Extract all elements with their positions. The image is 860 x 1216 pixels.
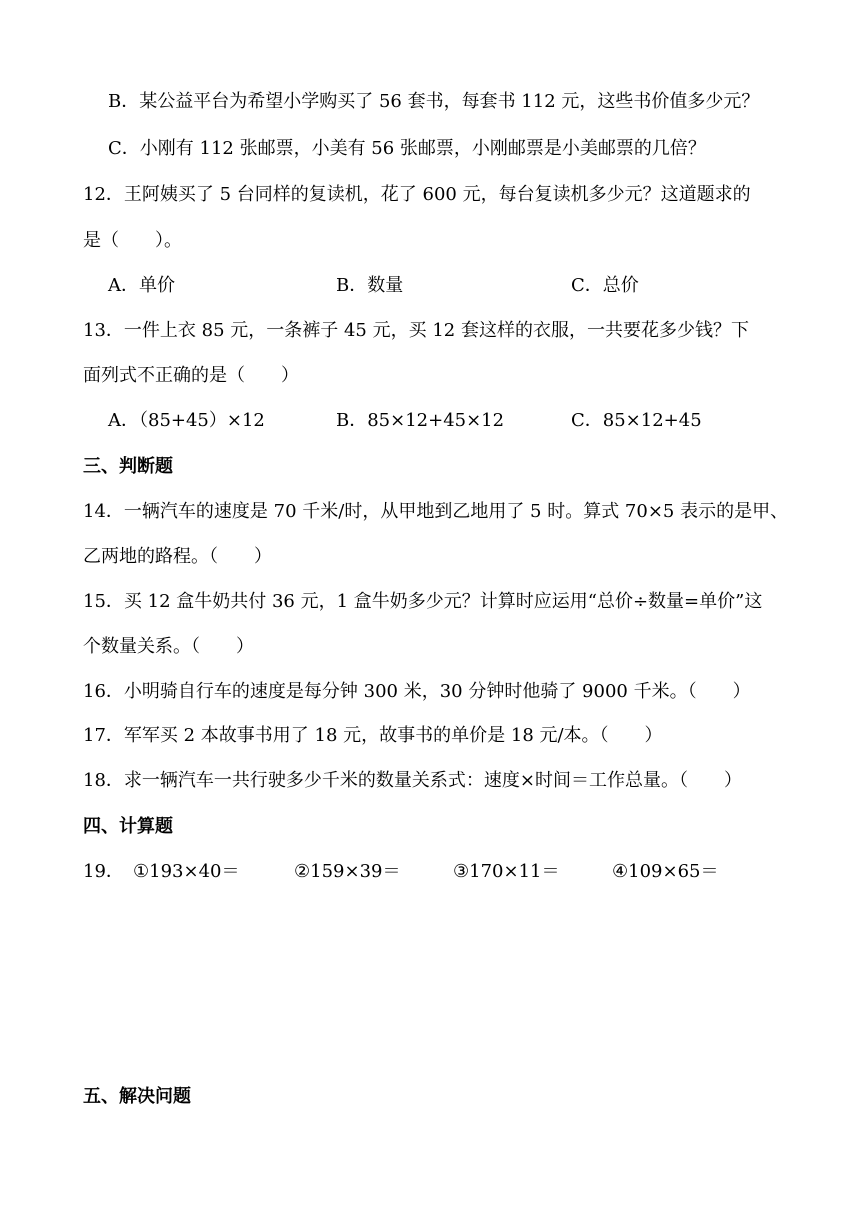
question-12-option-c: C．总价 <box>571 275 639 296</box>
section-heading-problem-solving: 五、解决问题 <box>83 1086 191 1107</box>
question-12-option-b: B．数量 <box>336 275 404 296</box>
section-heading-calculation: 四、计算题 <box>83 816 173 837</box>
question-15-text-line2: 个数量关系。（ ） <box>83 636 254 657</box>
question-13-text-line2: 面列式不正确的是（ ） <box>83 365 299 386</box>
question-19-item-3: ③170×11＝ <box>453 861 560 882</box>
question-16-text: 16．小明骑自行车的速度是每分钟 300 米，30 分钟时他骑了 9000 千米。（ ） <box>83 681 751 702</box>
question-13-text-line1: 13．一件上衣 85 元，一条裤子 45 元，买 12 套这样的衣服，一共要花多少钱？下 <box>83 320 749 341</box>
question-12-option-a: A．单价 <box>108 275 175 296</box>
section-heading-true-false: 三、判断题 <box>83 456 173 477</box>
question-13-option-c: C．85×12+45 <box>571 410 702 431</box>
question-15-text-line1: 15．买 12 盒牛奶共付 36 元，1 盒牛奶多少元？计算时应运用“总价÷数量=单价”这 <box>83 591 763 612</box>
question-11-option-b: B．某公益平台为希望小学购买了 56 套书，每套书 112 元，这些书价值多少元？ <box>108 91 760 112</box>
question-12-text-line1: 12．王阿姨买了 5 台同样的复读机，花了 600 元，每台复读机多少元？这道题求的 <box>83 184 751 205</box>
question-11-option-c: C．小刚有 112 张邮票，小美有 56 张邮票，小刚邮票是小美邮票的几倍？ <box>108 138 706 159</box>
question-17-text: 17．军军买 2 本故事书用了 18 元，故事书的单价是 18 元/本。（ ） <box>83 725 663 746</box>
question-19-item-1: ①193×40＝ <box>133 861 240 882</box>
question-18-text: 18．求一辆汽车一共行驶多少千米的数量关系式：速度×时间＝工作总量。（ ） <box>83 770 742 791</box>
question-14-text-line1: 14．一辆汽车的速度是 70 千米/时，从甲地到乙地用了 5 时。算式 70×5 表示的是甲、 <box>83 501 789 522</box>
question-12-text-line2: 是（ ）。 <box>83 230 182 251</box>
question-19-item-2: ②159×39＝ <box>294 861 401 882</box>
question-14-text-line2: 乙两地的路程。（ ） <box>83 546 272 567</box>
question-13-option-b: B．85×12+45×12 <box>336 410 505 431</box>
question-19-item-4: ④109×65＝ <box>612 861 719 882</box>
question-19-number: 19． <box>83 861 124 882</box>
question-13-option-a: A．（85+45）×12 <box>108 410 265 431</box>
